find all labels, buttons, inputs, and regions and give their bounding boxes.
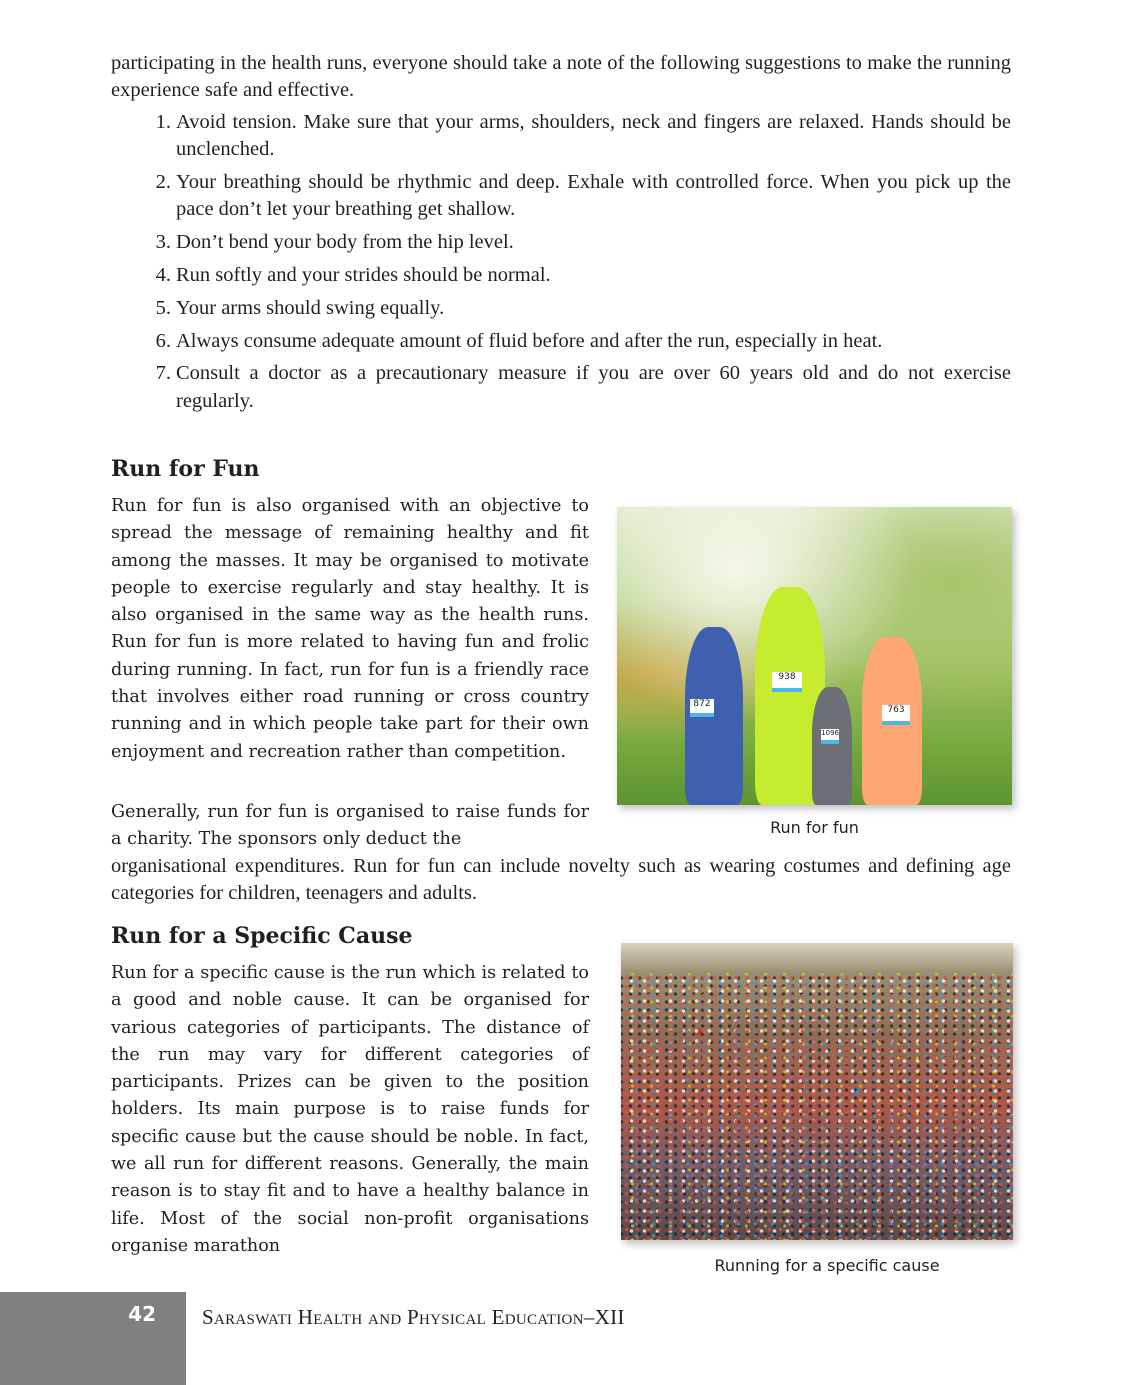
intro-paragraph: participating in the health runs, everyone should take a note of the following suggestions to make the running experience safe and effective. bbox=[111, 52, 1011, 102]
running-footer-title: Saraswati Health and Physical Education–XII bbox=[202, 1305, 625, 1329]
run-for-fun-paragraph: Run for fun is also organised with an objective to spread the message of remaining healthy and fit among the masses. It may be organised to motivate people to exercise regularly and stay healthy. It is also organised in the same way as the health runs. Run for fun is more related to having fun and frolic during running. In fact, run for fun is a friendly race that involves either road running or cross country running and in which people take part for their own enjoyment and recreation rather than competition. bbox=[111, 496, 589, 762]
run-for-cause-paragraph: Run for a specific cause is the run which is related to a good and noble cause. It can be organised for various categories of participants. The distance of the run may vary for different categories of participants. Prizes can be given to the position holders. Its main purpose is to raise funds for specific cause but the cause should be noble. In fact, we all run for different reasons. Generally, the main reason is to stay fit and to have a healthy balance in life. Most of the social non-profit organisations organise marathon bbox=[111, 963, 589, 1256]
figure-caption-run-for-fun: Run for fun bbox=[770, 818, 859, 837]
run-for-fun-photo bbox=[617, 507, 1012, 805]
run-for-cause-photo bbox=[621, 943, 1013, 1240]
list-number: 1. bbox=[155, 111, 171, 133]
list-item bbox=[111, 328, 1011, 355]
list-number: 3. bbox=[155, 231, 171, 254]
list-number: 4. bbox=[155, 263, 171, 286]
list-item bbox=[111, 229, 1011, 256]
list-text: Always consume adequate amount of fluid before and after the run, especially in heat. bbox=[176, 329, 883, 352]
list-text: Run softly and your strides should be normal. bbox=[176, 263, 551, 286]
run-for-fun-paragraph-2-start: Generally, run for fun is organised to raise funds for a charity. The sponsors only deduct the bbox=[111, 802, 589, 850]
marathon-crowd-image bbox=[621, 943, 1013, 1240]
race-bib: 872 bbox=[690, 699, 714, 717]
race-bib: 1096 bbox=[821, 729, 839, 744]
list-item bbox=[111, 109, 1011, 164]
section-heading-run-for-fun: Run for Fun bbox=[111, 456, 260, 482]
race-bib: 763 bbox=[882, 705, 910, 725]
list-number: 6. bbox=[155, 329, 171, 352]
list-item bbox=[111, 262, 1011, 289]
section-heading-run-for-cause: Run for a Specific Cause bbox=[111, 923, 413, 949]
figure-caption-run-for-cause: Running for a specific cause bbox=[714, 1256, 940, 1275]
list-item bbox=[111, 360, 1011, 415]
list-number: 2. bbox=[155, 171, 171, 194]
list-text: Avoid tension. Make sure that your arms, shoulders, neck and fingers are relaxed. Hands should be unclenched. bbox=[176, 111, 1011, 161]
runners-in-park-image bbox=[617, 507, 1012, 805]
list-text: Don’t bend your body from the hip level. bbox=[176, 231, 514, 254]
race-bib: 938 bbox=[772, 672, 802, 692]
runner-grey-tank bbox=[812, 687, 852, 805]
list-number: 7. bbox=[155, 362, 171, 385]
list-item bbox=[111, 295, 1011, 322]
list-text: Your arms should swing equally. bbox=[176, 296, 445, 319]
running-suggestions-list bbox=[111, 109, 1011, 420]
list-number: 5. bbox=[155, 296, 171, 319]
list-text: Consult a doctor as a precautionary measure if you are over 60 years old and do not exercise regularly. bbox=[176, 362, 1011, 412]
crowd-texture bbox=[621, 973, 1013, 1240]
page-number: 42 bbox=[128, 1302, 156, 1326]
list-text: Your breathing should be rhythmic and deep. Exhale with controlled force. When you pick up the pace don’t let your breathing get shallow. bbox=[176, 171, 1011, 221]
list-item bbox=[111, 169, 1011, 224]
run-for-fun-paragraph-2-end: organisational expenditures. Run for fun can include novelty such as wearing costumes and defining age categories for children, teenagers and adults. bbox=[111, 855, 1011, 905]
